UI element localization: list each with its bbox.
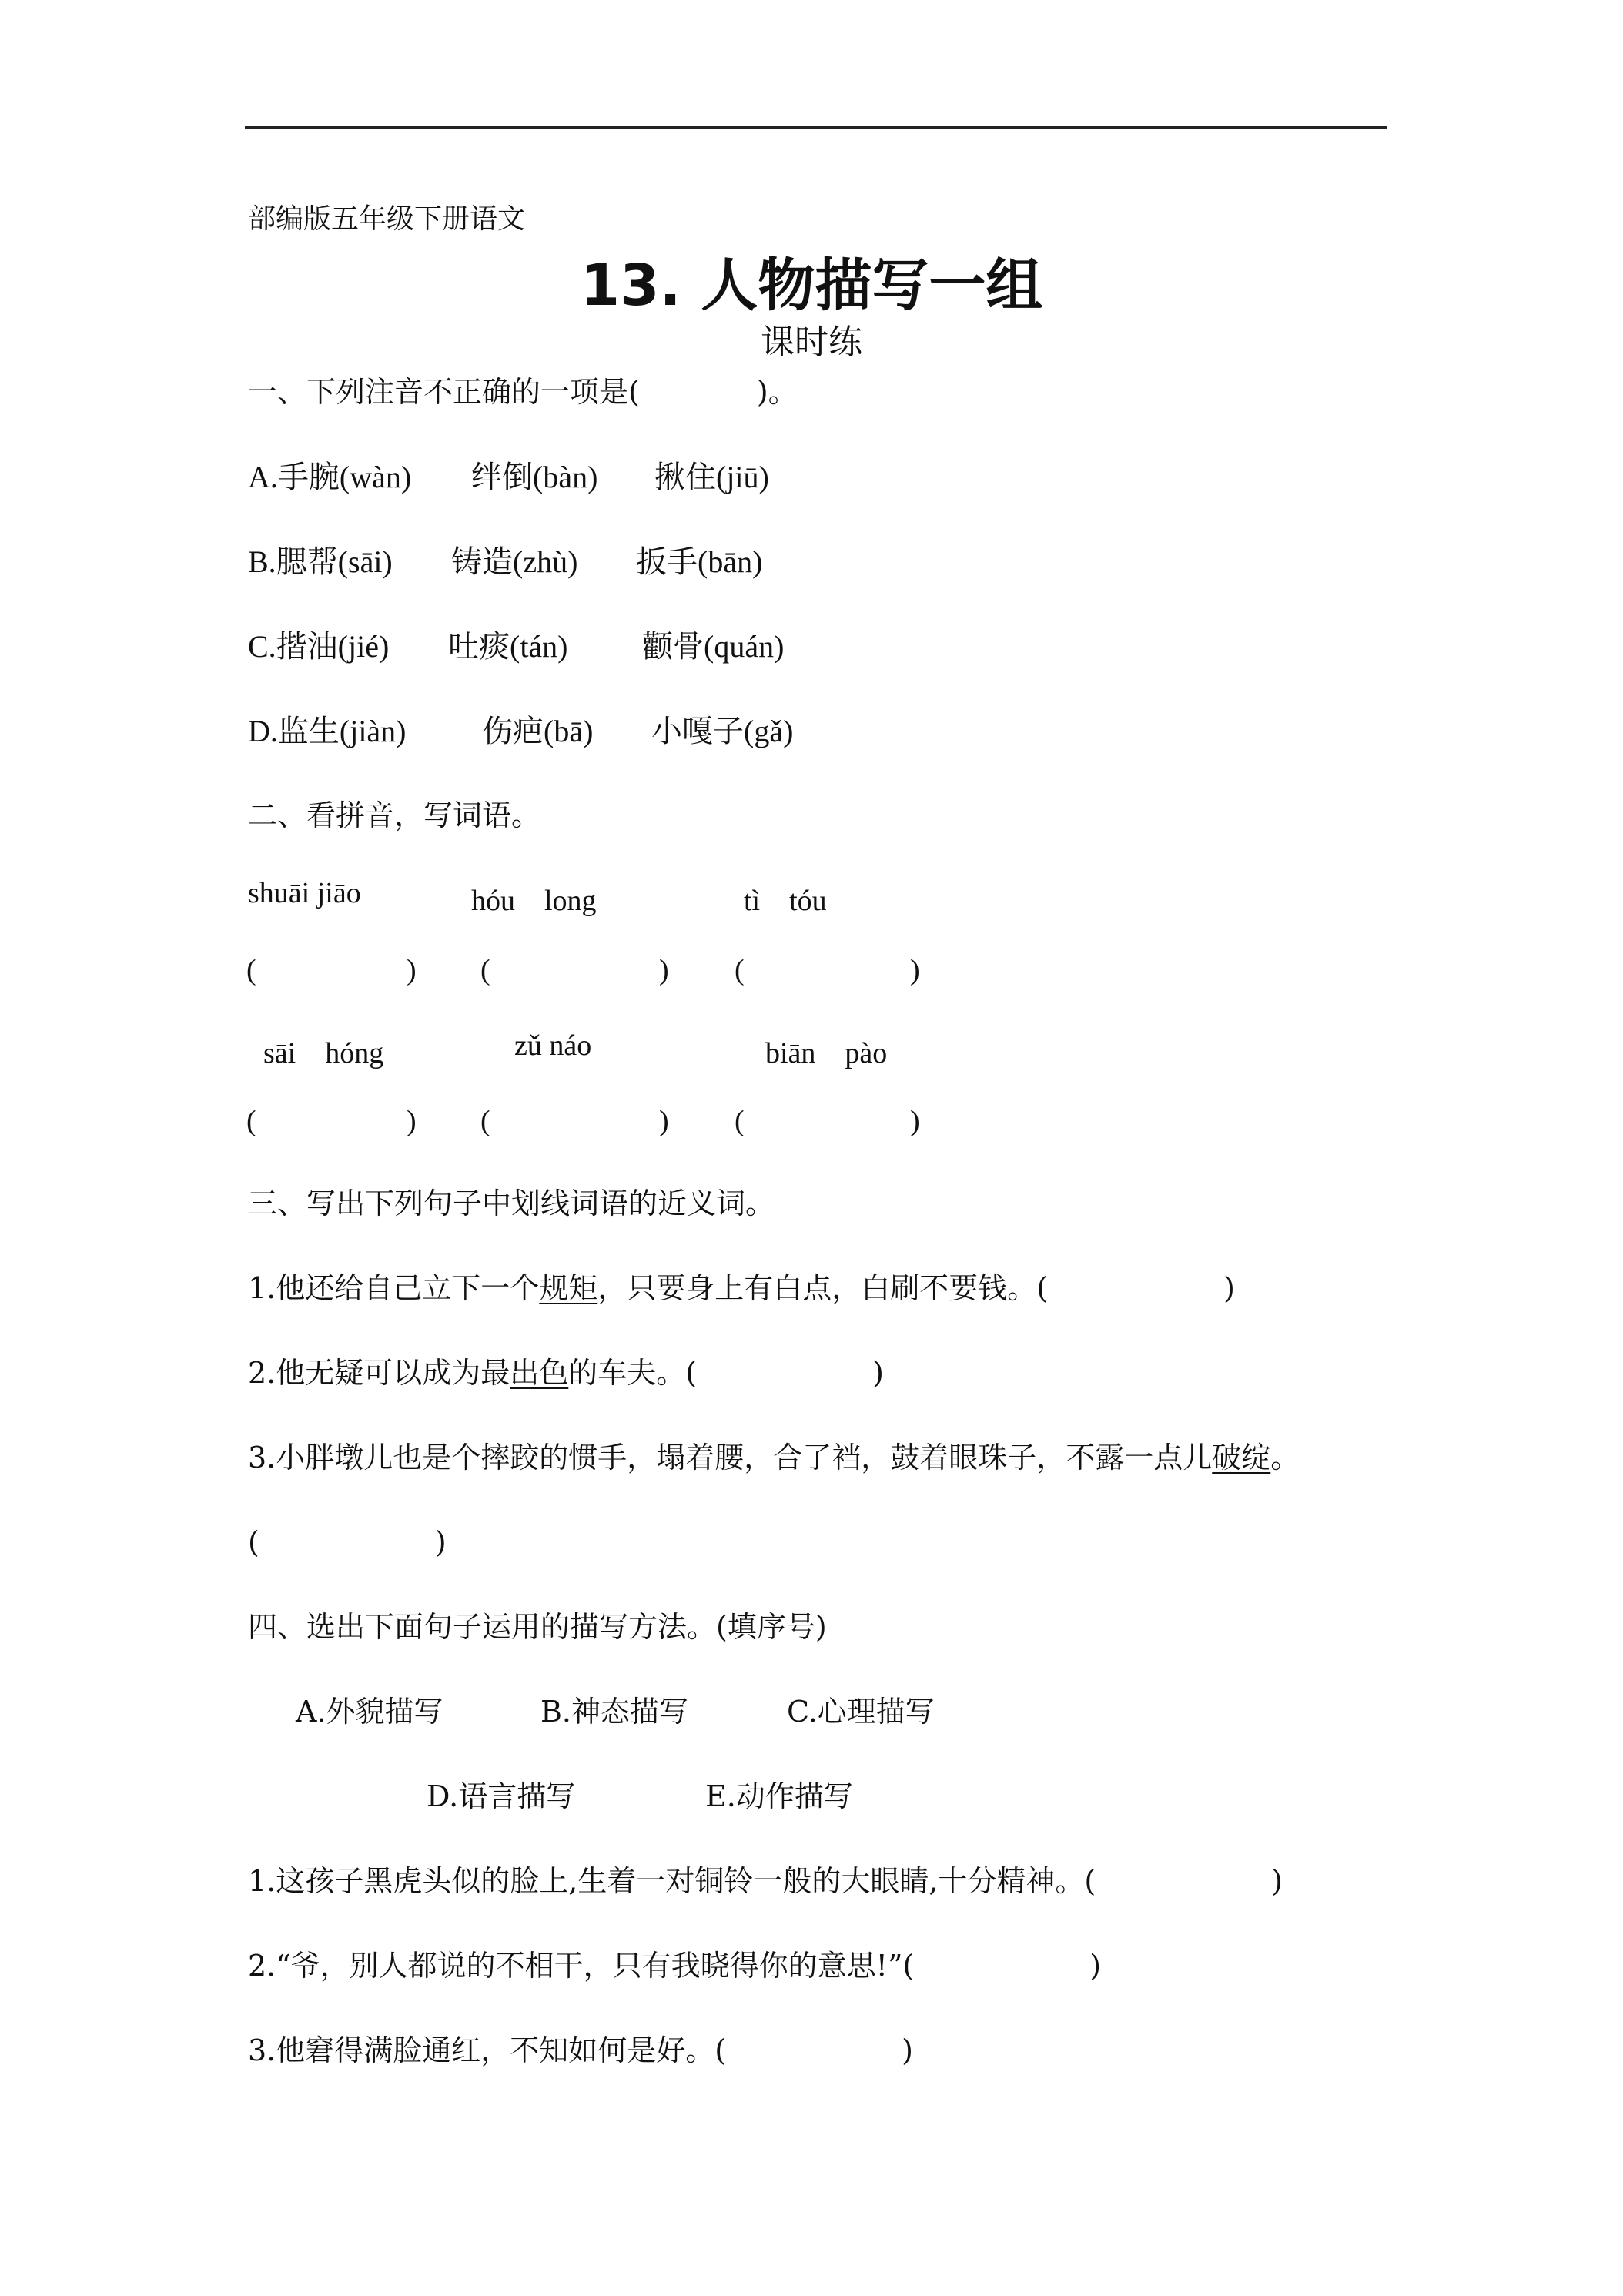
q2-text: 2.他无疑可以成为最 (248, 1356, 510, 1390)
blank-close: ) (407, 954, 417, 986)
blank-open: ( (735, 954, 745, 986)
section3-q3-answer-blank[interactable]: ( ) (248, 1525, 447, 1559)
blank-close: ) (659, 954, 669, 986)
option-c-word2: 吐痰(tán) (448, 629, 568, 664)
page-title: 13. 人物描写一组 (580, 253, 1043, 319)
page-subtitle: 课时练 (761, 323, 862, 362)
blank-open: ( (480, 1105, 490, 1137)
option-a-word3: 揪住(jiū) (654, 460, 769, 494)
method-a: A.外貌描写 (296, 1695, 443, 1729)
pinyin-5: zǔ náo (514, 1029, 592, 1062)
section4-heading: 四、选出下面句子运用的描写方法。(填序号) (248, 1610, 827, 1644)
section3-question-1 (248, 1264, 1235, 1307)
pinyin-2: hóu long (471, 885, 597, 917)
q3-underlined-word: 破绽 (1212, 1441, 1271, 1474)
method-d: D.语言描写 (427, 1779, 576, 1813)
section3-heading: 三、写出下列句子中划线词语的近义词。 (248, 1186, 775, 1220)
method-b: B.神态描写 (540, 1695, 689, 1729)
blank-open: ( (480, 954, 490, 986)
section4-question-1: 1.这孩子黑虎头似的脸上,生着一对铜铃一般的大眼睛,十分精神。( ) (248, 1864, 1283, 1898)
section4-question-2: 2.“爷，别人都说的不相干，只有我晓得你的意思!”( ) (248, 1949, 1102, 1983)
pinyin-3: tì tóu (744, 885, 827, 917)
blank-open: ( (246, 954, 256, 986)
blank-close: ) (407, 1105, 417, 1137)
pinyin-4: sāi hóng (263, 1037, 384, 1069)
option-d-word1: D.监生(jiàn) (248, 714, 407, 748)
section3-question-3 (248, 1434, 1300, 1476)
option-c-word3: 颧骨(quán) (642, 629, 785, 664)
blank-open: ( (246, 1105, 256, 1137)
section4-question-3: 3.他窘得满脸通红，不知如何是好。( ) (248, 2033, 913, 2067)
q3-text: 3.小胖墩儿也是个摔跤的惯手，塌着腰，合了裆，鼓着眼珠子，不露一点儿 (248, 1441, 1213, 1474)
method-c: C.心理描写 (787, 1695, 935, 1729)
option-b-word3: 扳手(bān) (636, 544, 763, 579)
q2-text-end: 的车夫。( ) (568, 1356, 884, 1390)
option-b-word2: 铸造(zhù) (451, 544, 578, 579)
q1-text-end: ，只要身上有白点，白刷不要钱。( ) (597, 1271, 1235, 1305)
option-a-word1: A.手腕(wàn) (248, 460, 412, 494)
header-rule (245, 126, 1387, 129)
q3-text-end: 。 (1270, 1441, 1300, 1474)
option-d-word3: 小嘎子(gǎ) (651, 714, 794, 748)
blank-close: ) (910, 1105, 920, 1137)
section2-heading: 二、看拼音，写词语。 (248, 798, 541, 832)
q2-underlined-word: 出色 (510, 1356, 569, 1390)
option-b-word1: B.腮帮(sāi) (248, 544, 393, 579)
q1-text: 1.他还给自己立下一个 (248, 1271, 540, 1305)
pinyin-6: biān pào (765, 1037, 888, 1069)
blank-close: ) (659, 1105, 669, 1137)
q1-underlined-word: 规矩 (539, 1271, 598, 1305)
option-d-word2: 伤疤(bā) (482, 714, 594, 748)
option-c-word1: C.揩油(jié) (248, 629, 390, 664)
pinyin-1: shuāi jiāo (248, 877, 361, 909)
source-label: 部编版五年级下册语文 (248, 203, 526, 235)
blank-close: ) (910, 954, 920, 986)
method-e: E.动作描写 (705, 1779, 853, 1813)
section3-question-2 (248, 1349, 884, 1391)
section1-heading: 一、下列注音不正确的一项是( )。 (248, 375, 798, 409)
option-a-word2: 绊倒(bàn) (471, 460, 598, 494)
blank-open: ( (735, 1105, 745, 1137)
